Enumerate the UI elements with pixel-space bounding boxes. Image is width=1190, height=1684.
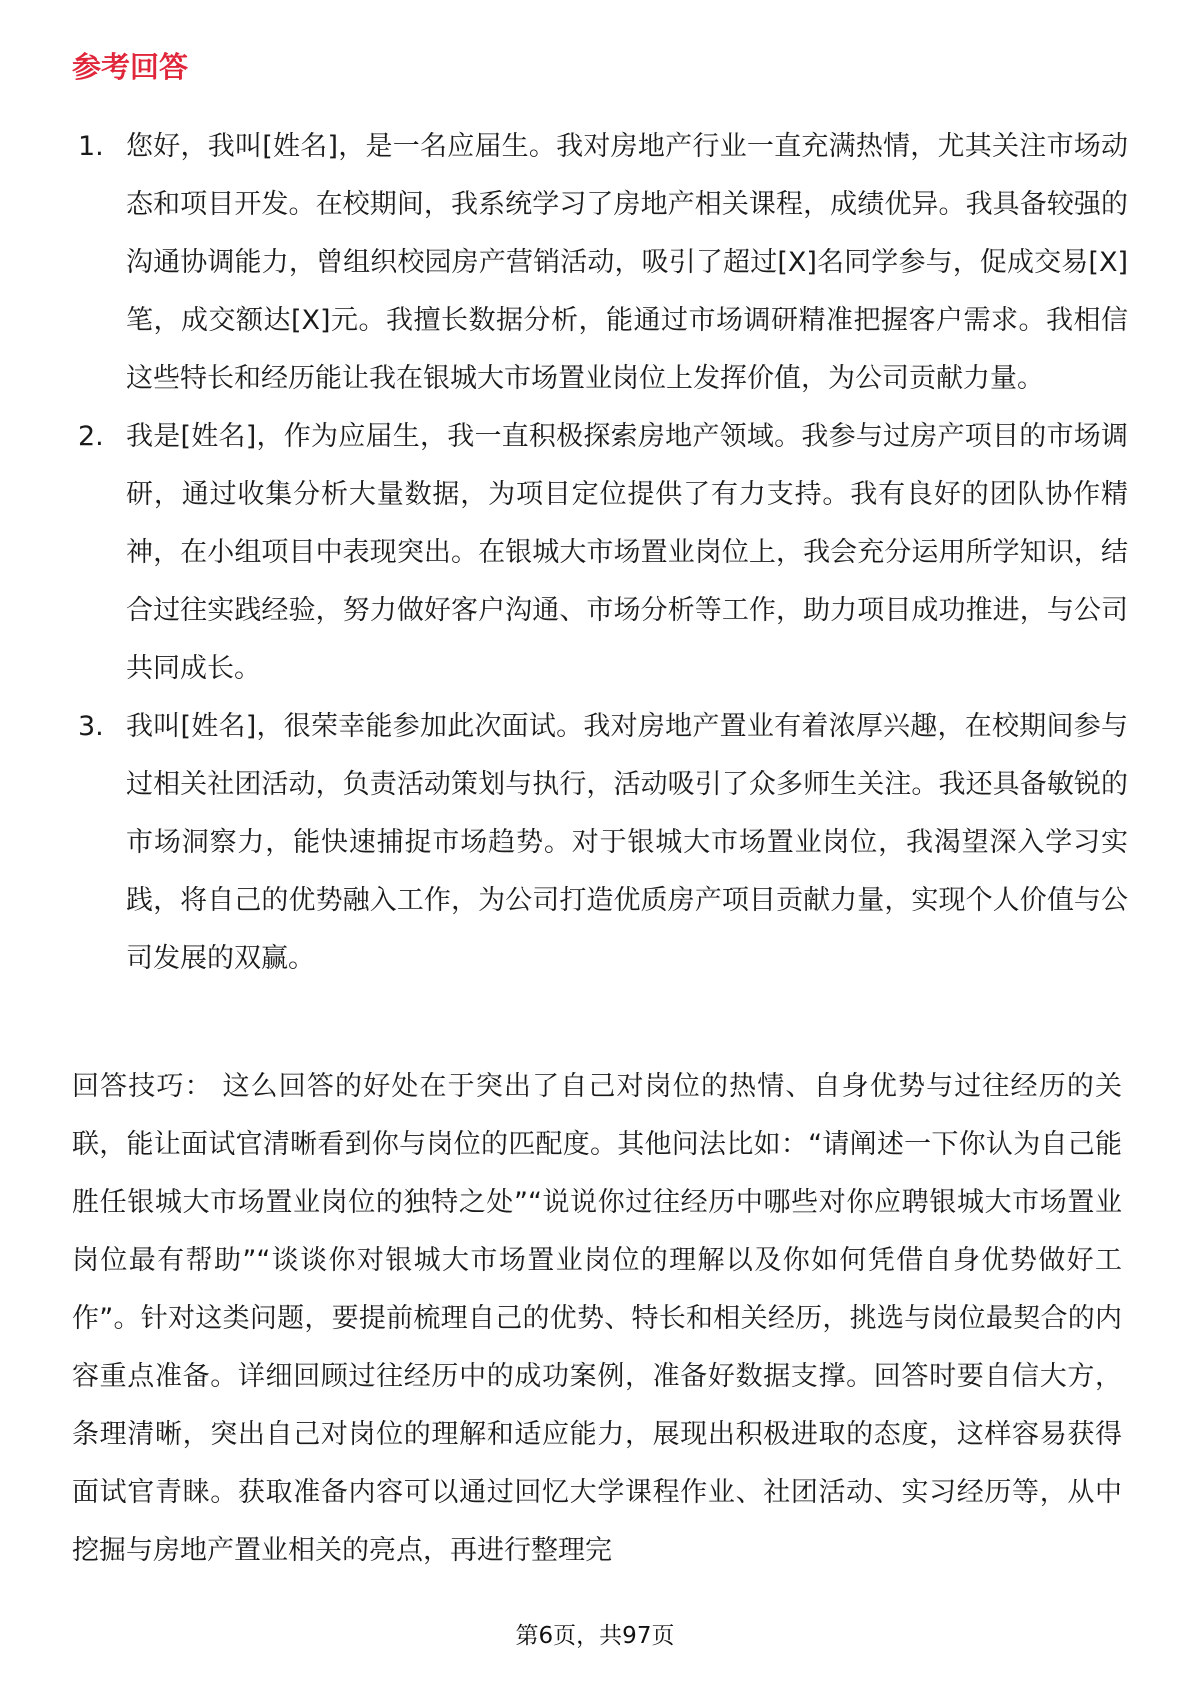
answer-number: 3. [78, 711, 104, 742]
answer-item [78, 698, 1128, 988]
answer-item [78, 408, 1128, 698]
answer-item [78, 118, 1128, 408]
section-heading: 参考回答 [72, 50, 189, 84]
answer-text: 我是[姓名]，作为应届生，我一直积极探索房地产领域。我参与过房产项目的市场调研，通过收集分析大量数据，为项目定位提供了有力支持。我有良好的团队协作精神，在小组项目中表现突出。在银城大市场置业岗位上，我会充分运用所学知识，结合过往实践经验，努力做好客户沟通、市场分析等工作，助力项目成功推进，与公司共同成长。 [126, 421, 1128, 684]
answer-text: 我叫[姓名]，很荣幸能参加此次面试。我对房地产置业有着浓厚兴趣，在校期间参与过相关社团活动，负责活动策划与执行，活动吸引了众多师生关注。我还具备敏锐的市场洞察力，能快速捕捉市场趋势。对于银城大市场置业岗位，我渴望深入学习实践，将自己的优势融入工作，为公司打造优质房产项目贡献力量，实现个人价值与公司发展的双赢。 [126, 711, 1128, 974]
answer-tips-paragraph: 回答技巧： 这么回答的好处在于突出了自己对岗位的热情、自身优势与过往经历的关联，能让面试官清晰看到你与岗位的匹配度。其他问法比如：“请阐述一下你认为自己能胜任银城大市场置业岗位的独特之处”“说说你过往经历中哪些对你应聘银城大市场置业岗位最有帮助”“谈谈你对银城大市场置业岗位的理解以及你如何凭借自身优势做好工作”。针对这类问题，要提前梳理自己的优势、特长和相关经历，挑选与岗位最契合的内容重点准备。详细回顾过往经历中的成功案例，准备好数据支撑。回答时要自信大方，条理清晰，突出自己对岗位的理解和适应能力，展现出积极进取的态度，这样容易获得面试官青睐。获取准备内容可以通过回忆大学课程作业、社团活动、实习经历等，从中挖掘与房地产置业相关的亮点，再进行整理完 [72, 1071, 1122, 1566]
answer-number: 1. [78, 131, 104, 162]
answer-number: 2. [78, 421, 104, 452]
answer-list [78, 118, 1128, 988]
page-number: 第6页，共97页 [515, 1623, 675, 1649]
answer-text: 您好，我叫[姓名]，是一名应届生。我对房地产行业一直充满热情，尤其关注市场动态和项目开发。在校期间，我系统学习了房地产相关课程，成绩优异。我具备较强的沟通协调能力，曾组织校园房产营销活动，吸引了超过[X]名同学参与，促成交易[X]笔，成交额达[X]元。我擅长数据分析，能通过市场调研精准把握客户需求。我相信这些特长和经历能让我在银城大市场置业岗位上发挥价值，为公司贡献力量。 [126, 131, 1128, 394]
